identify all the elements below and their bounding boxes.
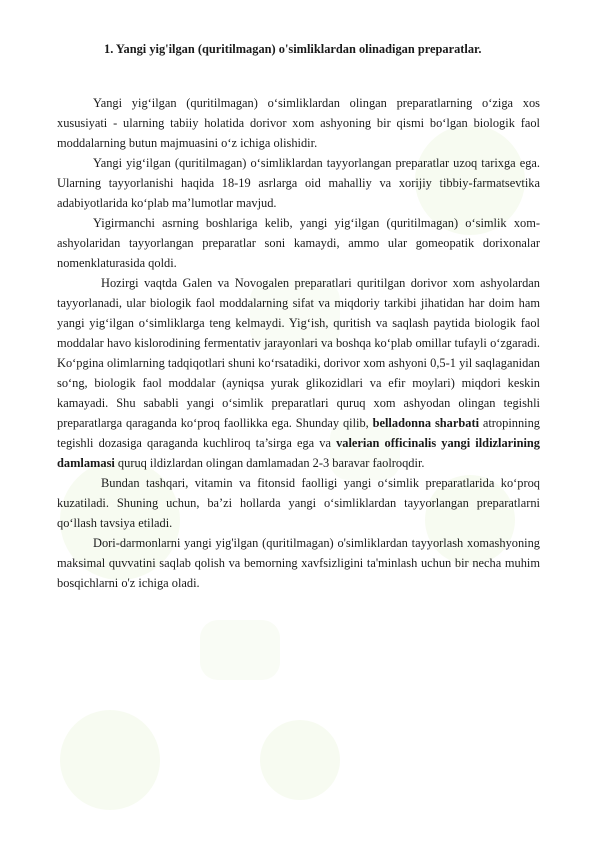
- paragraph-4-text-a: Hozirgi vaqtda Galen va Novogalen preparatlari quritilgan dorivor xom ashyolardan tayyorlanadi, ular biologik faol moddalarning sifat va miqdoriy tarkibi jihatidan har doim ham yangi yig‘ilgan o‘simliklarga teng kelmaydi. Yig‘ish, quritish va saqlash paytida biologik faol moddalar havo kislorodining fermentativ jarayonlari va boshqa ko‘plab omillar tufayli o‘zgaradi. Ko‘pgina olimlarning tadqiqotlari shuni ko‘rsatadiki, dorivor xom ashyoni 0,5-1 yil saqlaganidan so‘ng, biologik faol moddalar (ayniqsa yurak glikozidlari va efir moylari) miqdori keskin kamayadi. Shu sababli yangi o‘simlik preparatlari quruq xom ashyodan olingan tegishli preparatlarga qaraganda ko‘proq faollikka ega. Shunday qilib,: [57, 276, 540, 430]
- paragraph-5: Bundan tashqari, vitamin va fitonsid faolligi yangi o‘simlik preparatlarida ko‘proq kuzatiladi. Shuning uchun, ba’zi hollarda yangi o‘simliklardan tayyorlangan preparatlarni qo‘llash tavsiya etiladi.: [57, 476, 540, 530]
- paragraph-1: Yangi yig‘ilgan (quritilmagan) o‘simliklardan olingan preparatlarning o‘ziga xos xususiyati - ularning tabiiy holatida dorivor xom ashyoning bir qismi bo‘lgan biologik faol moddalarning butun majmuasini o‘z ichiga olishidir.: [57, 96, 540, 150]
- bold-term-valerian: valerian officinalis yangi ildizlarining damlamasi: [57, 436, 541, 470]
- paragraph-2: Yangi yig‘ilgan (quritilmagan) o‘simliklardan tayyorlangan preparatlar uzoq tarixga ega. Ularning tayyorlanishi haqida 18-19 asrlarga oid mahalliy va xorijiy tibbiy-farmatsevtika adabiyotlarida ko‘plab ma’lumotlar mavjud.: [57, 156, 540, 210]
- bold-term-belladonna: belladonna sharbati: [372, 416, 480, 430]
- paragraph-3: Yigirmanchi asrning boshlariga kelib, yangi yig‘ilgan (quritilmagan) o‘simlik xom-ashyolaridan tayyorlangan preparatlar soni kamaydi, ammo ular gomeopatik dorixonalar nomenklaturasida qoldi.: [57, 216, 540, 270]
- paragraph-4-text-c: quruq ildizlardan olingan damlamadan 2-3 baravar faolroqdir.: [114, 456, 425, 470]
- paragraph-6: Dori-darmonlarni yangi yig'ilgan (quritilmagan) o'simliklardan tayyorlash xomashyoning maksimal quvvatini saqlab qolish va bemorning xavfsizligini ta'minlash uchun bir necha muhim bosqichlarni o'z ichiga oladi.: [57, 536, 540, 590]
- section-heading: 1. Yangi yig'ilgan (quritilmagan) o'simliklardan olinadigan preparatlar.: [104, 42, 482, 56]
- body-text: [57, 93, 540, 593]
- paragraph-4: [57, 273, 540, 473]
- paragraph-4-text-b: atropinning tegishli dozasiga qaraganda kuchliroq ta’sirga ega va: [57, 416, 540, 450]
